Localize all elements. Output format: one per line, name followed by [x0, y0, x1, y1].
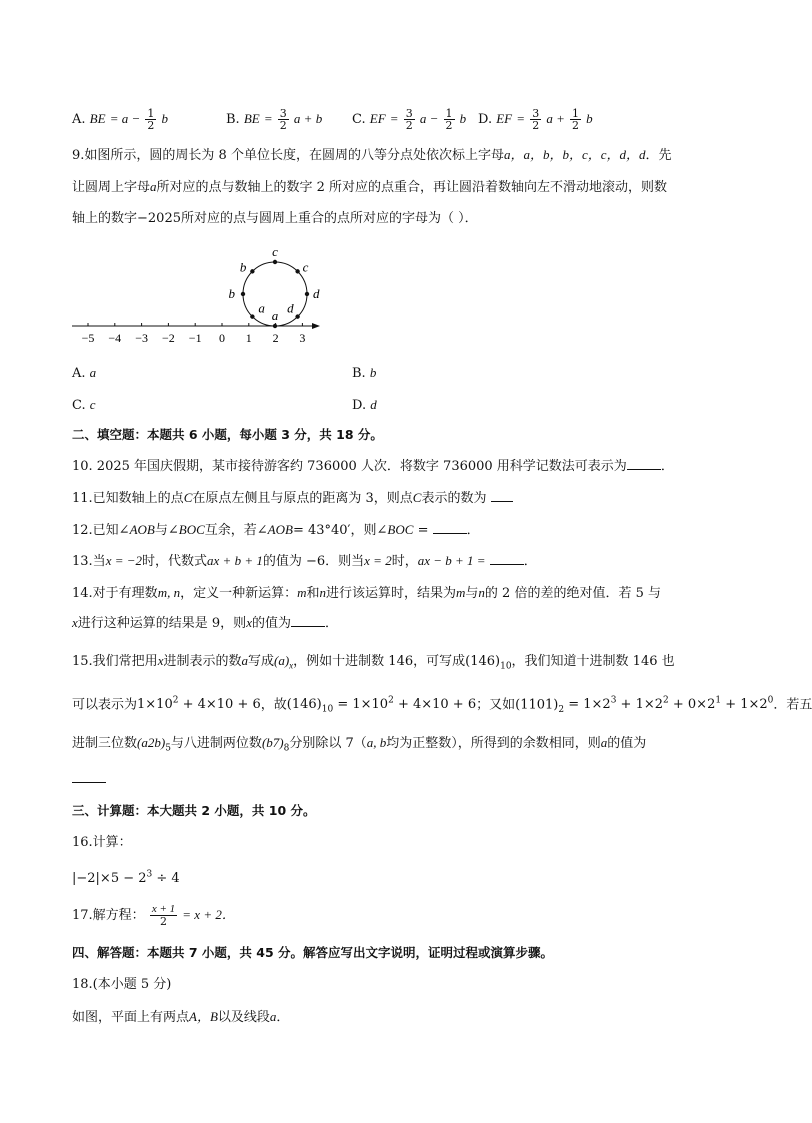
- tick-label: −3: [135, 331, 148, 345]
- circle-point: [250, 314, 254, 318]
- circle-point: [273, 324, 277, 328]
- circle-point-label: d: [287, 300, 294, 316]
- circle-point-label: c: [272, 244, 278, 259]
- q9-option-a: A. a: [72, 365, 97, 381]
- q15-line-3: 进制三位数$(a2b)_5$与八进制两位数$(b7)_8$分别除以 7（a, b均为正整数），所得到的余数相同，则a的值为: [72, 735, 647, 754]
- section-2-heading: 二、填空题：本题共 6 小题，每小题 3 分，共 18 分。: [72, 427, 383, 442]
- q9-line-2: 让圆周上字母a所对应的点与数轴上的数字 2 所对应的点重合，再让圆沿着数轴向左不滑动地滚动，则数: [72, 179, 668, 195]
- circle-point: [250, 269, 254, 273]
- circle-point-label: b: [239, 259, 247, 275]
- option-b: B. BE = $\frac{3}{2}$ a + b: [226, 107, 323, 132]
- q15-answer-blank: [72, 770, 106, 789]
- circle-point: [305, 292, 309, 296]
- tick-label: −5: [81, 331, 95, 345]
- circle-labels: [229, 244, 321, 323]
- tick-label: −4: [108, 331, 122, 345]
- section-4-heading: 四、解答题：本题共 7 小题，共 45 分。解答应写出文字说明，证明过程或演算步骤。: [72, 945, 554, 960]
- tick-label: −1: [188, 331, 202, 345]
- q9-line-3: 轴上的数字−2025所对应的点与圆周上重合的点所对应的字母为（ ）．: [72, 211, 478, 226]
- circle-point-label: d: [313, 286, 320, 301]
- circle-point: [295, 314, 299, 318]
- q18-text: 如图，平面上有两点A，B以及线段a．: [72, 1009, 290, 1025]
- tick-label: 1: [245, 331, 252, 345]
- q18-title: 18.(本小题 5 分): [72, 977, 172, 992]
- q11: 11.已知数轴上的点C在原点左侧且与原点的距离为 3，则点C表示的数为: [72, 489, 513, 508]
- q9-option-c: C. c: [72, 397, 96, 413]
- q15-line-1: 15.我们常把用x进制表示的数a写成$(a)_x$，例如十进制数 146，可写成$(146)_{10}$，我们知道十进制数 146 也: [72, 653, 675, 672]
- circle-point: [273, 260, 277, 264]
- tick-labels: [82, 331, 306, 345]
- number-line-circle-figure: [70, 238, 330, 350]
- section-3-heading: 三、计算题：本大题共 2 小题，共 10 分。: [72, 803, 316, 818]
- arrow-icon: [312, 323, 320, 329]
- tick-label: 0: [219, 331, 225, 345]
- circle-point-label: a: [271, 308, 279, 323]
- q9-option-d: D. d: [352, 397, 377, 413]
- q9-line-1: 9.如图所示，圆的周长为 8 个单位长度，在圆周的八等分点处依次标上字母a，a，b，b，c，c，d，d．先: [72, 147, 672, 163]
- circle-point: [241, 292, 245, 296]
- circle-point-label: b: [228, 286, 235, 301]
- q9-option-b: B. b: [352, 365, 377, 381]
- tick-label: 2: [272, 331, 279, 345]
- option-d: D. EF = $\frac{3}{2}$ a + $\frac{1}{2}$ b: [478, 107, 593, 132]
- option-c: C. EF = $\frac{3}{2}$ a − $\frac{1}{2}$ b: [352, 107, 467, 132]
- circle-point: [295, 269, 299, 273]
- q17: 17.解方程： $\frac{x + 1}{2}$ = x + 2．: [72, 903, 235, 928]
- tick-label: 3: [299, 331, 306, 345]
- q15-line-2: 可以表示为$1\times 10^2 + 4\times 10 + 6$，故$(146)_{10} = 1\times 10^2 + 4\times 10 + 6$；又如$(1101)_2 = 1\times 2^3 + 1\times 2^2 + 0\times 2^1 + 1\times 2^0$．若五: [72, 696, 812, 715]
- tick-label: −2: [162, 331, 175, 345]
- q16-expression: $|-2|\times 5 - 2^3 \div 4$: [72, 870, 180, 887]
- q14-line-2: x进行这种运算的结果是 9，则x的值为 ．: [72, 615, 338, 631]
- circle-point-label: c: [302, 259, 309, 275]
- q12: 12.已知∠AOB与∠BOC互余，若∠AOB= 43°40′，则∠BOC = ．: [72, 522, 480, 538]
- circle-point-label: a: [258, 300, 265, 316]
- q14-line-1: 14.对于有理数m, n，定义一种新运算：m和n进行该运算时，结果为m与n的 2 倍的差的绝对值．若 5 与: [72, 585, 661, 601]
- q10: 10. 2025 年国庆假期，某市接待游客约 736000 人次．将数字 736000 用科学记数法可表示为 ．: [72, 459, 674, 474]
- q16: 16.计算：: [72, 835, 132, 850]
- q13: 13.当x = −2时，代数式ax + b + 1的值为 −6．则当x = 2时，ax − b + 1 = ．: [72, 553, 537, 569]
- option-a: A. BE = a − $\frac{1}{2}$ b: [72, 107, 169, 132]
